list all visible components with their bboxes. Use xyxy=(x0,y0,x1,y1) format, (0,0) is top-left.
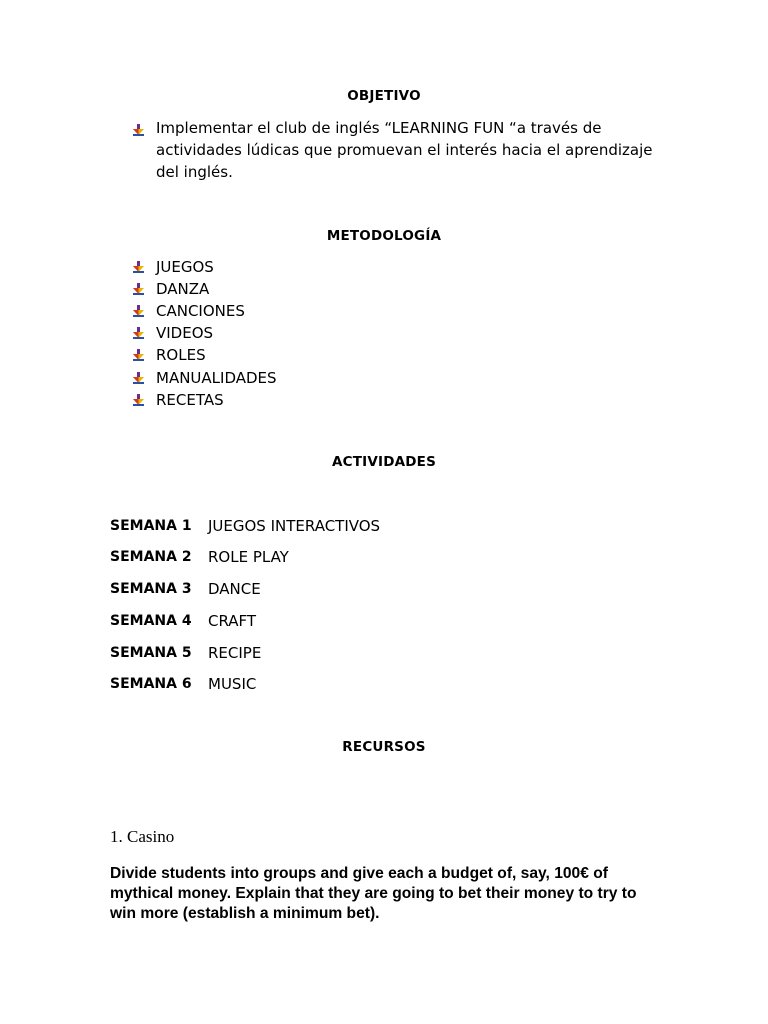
casino-paragraph: Divide students into groups and give each a budget of, say, 100€ of mythical money. Explain that they are going to bet their money to try to win more (establish a minimum bet). xyxy=(110,865,637,922)
week-label: SEMANA 2 xyxy=(110,549,192,565)
numbered-item: 1. Casino xyxy=(110,827,175,846)
list-item-text: DANZA xyxy=(156,280,210,298)
list-item xyxy=(0,344,768,366)
arrow-bullet-icon xyxy=(132,372,146,384)
week-row xyxy=(110,643,710,663)
week-label: SEMANA 3 xyxy=(110,581,192,597)
list-item-text: ROLES xyxy=(156,346,206,364)
arrow-bullet-icon xyxy=(132,327,146,339)
week-label: SEMANA 6 xyxy=(110,676,192,692)
list-item-text: JUEGOS xyxy=(156,258,214,276)
arrow-bullet-icon xyxy=(132,305,146,317)
arrow-bullet-icon xyxy=(132,124,146,136)
objetivo-heading: OBJETIVO xyxy=(347,88,421,104)
week-activity: JUEGOS INTERACTIVOS xyxy=(208,517,381,535)
week-label: SEMANA 5 xyxy=(110,645,192,661)
week-row xyxy=(110,674,710,694)
week-row xyxy=(110,516,710,536)
list-item xyxy=(0,389,768,411)
arrow-bullet-icon xyxy=(132,283,146,295)
actividades-heading: ACTIVIDADES xyxy=(331,454,437,470)
list-item-text: VIDEOS xyxy=(156,324,214,342)
list-item-text: CANCIONES xyxy=(156,302,245,320)
list-item xyxy=(0,300,768,322)
list-item xyxy=(0,256,768,278)
list-item xyxy=(0,367,768,389)
week-activity: RECIPE xyxy=(208,644,262,662)
week-label: SEMANA 4 xyxy=(110,613,192,629)
list-item xyxy=(0,278,768,300)
metodologia-heading: METODOLOGÍA xyxy=(326,228,442,244)
week-row xyxy=(110,611,710,631)
week-activity: DANCE xyxy=(208,580,261,598)
week-activity: MUSIC xyxy=(208,675,257,693)
week-activity: CRAFT xyxy=(208,612,257,630)
objetivo-text: Implementar el club de inglés “LEARNING FUN “a través de actividades lúdicas que promuevan el interés hacia el aprendizaje del inglés. xyxy=(156,119,653,181)
arrow-bullet-icon xyxy=(132,261,146,273)
week-activity: ROLE PLAY xyxy=(208,548,289,566)
list-item xyxy=(0,322,768,344)
week-row xyxy=(110,547,710,567)
week-row xyxy=(110,579,710,599)
list-item-text: MANUALIDADES xyxy=(156,369,277,387)
recursos-heading: RECURSOS xyxy=(342,739,426,755)
arrow-bullet-icon xyxy=(132,349,146,361)
list-item-text: RECETAS xyxy=(156,391,224,409)
arrow-bullet-icon xyxy=(132,394,146,406)
week-label: SEMANA 1 xyxy=(110,518,192,534)
